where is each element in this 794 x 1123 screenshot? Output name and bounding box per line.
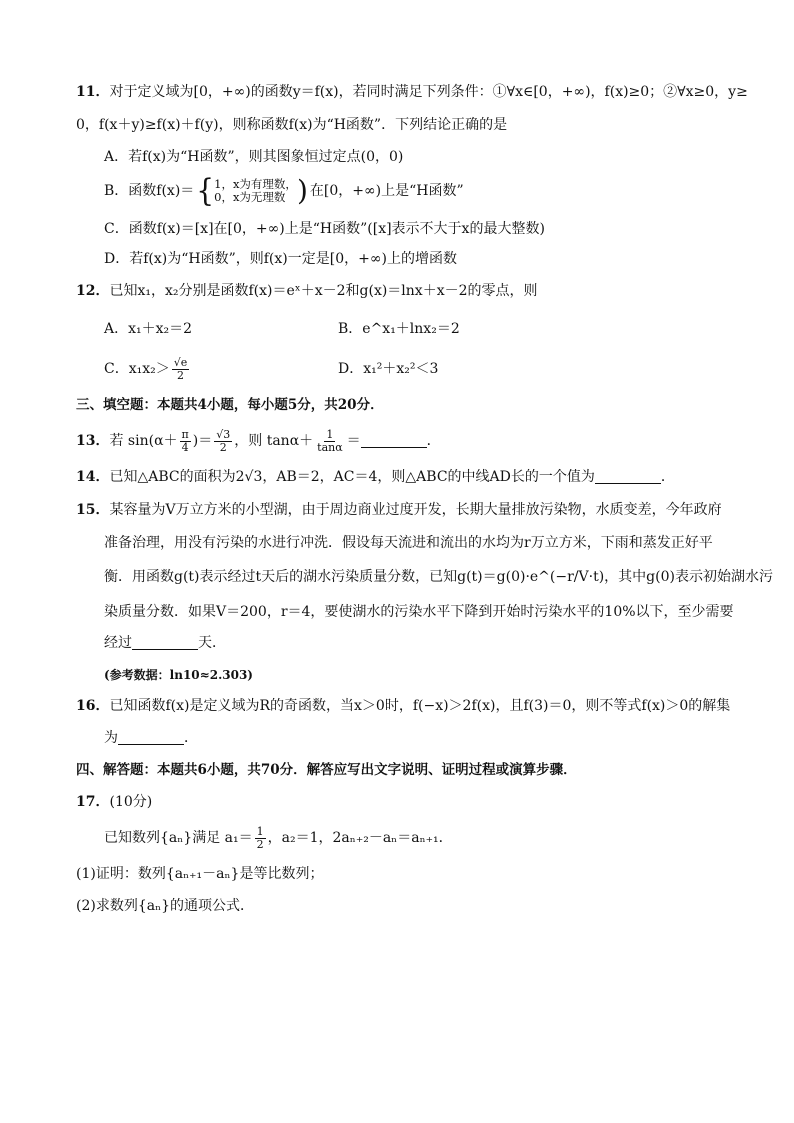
- fraction-root3-over-2: [214, 429, 232, 454]
- case-rational: 1，x为有理数，: [214, 177, 297, 191]
- question-17-part1: (1)证明：数列{aₙ₊₁－aₙ}是等比数列；: [76, 866, 324, 882]
- text-segment: 经过: [104, 635, 132, 651]
- denominator: tanα: [317, 440, 343, 454]
- question-text: 已知△ABC的面积为2√3，AB＝2，AC＝4，则△ABC的中线AD长的一个值为: [109, 469, 595, 485]
- numerator: √e: [173, 355, 188, 369]
- answer-blank[interactable]: [118, 730, 184, 745]
- numerator: π: [181, 427, 189, 441]
- score: (10分): [109, 794, 153, 810]
- option-b-prefix: B．函数f(x)＝: [104, 183, 195, 199]
- section-heading-fill-in: 三、填空题：本题共4小题，每小题5分，共20分．: [76, 397, 384, 413]
- text-segment: ．: [184, 730, 198, 746]
- question-17-header: [76, 793, 152, 811]
- option-a: A．若f(x)为“H函数”，则其图象恒过定点(0，0): [104, 149, 404, 165]
- text-segment: ．: [426, 433, 441, 449]
- question-number: 16．: [76, 698, 110, 714]
- denominator: 4: [181, 440, 189, 454]
- reference-data-note: (参考数据：ln10≈2.303): [104, 668, 253, 682]
- text-segment: 若 sin(α＋: [109, 433, 178, 449]
- denominator: 2: [177, 368, 184, 382]
- option-b: B．e^x₁＋lnx₂＝2: [338, 321, 460, 337]
- fraction-one-half: [255, 826, 266, 851]
- option-b-suffix: 在[0，+∞)上是“H函数”: [309, 183, 464, 199]
- question-number: 12．: [76, 283, 110, 299]
- numerator: 1: [256, 824, 264, 838]
- piecewise-function: { 1，x为有理数， 0，x为无理数 ): [196, 172, 308, 209]
- question-15-line4: 染质量分数．如果V＝200，r＝4，要使湖水的污染水平下降到开始时污染水平的10%以下，至少需要: [104, 604, 734, 620]
- text-segment: 天．: [198, 635, 226, 651]
- question-number: 15．: [76, 502, 110, 518]
- option-c: [104, 355, 191, 383]
- text-segment: )＝: [192, 433, 213, 449]
- answer-blank[interactable]: [132, 635, 198, 650]
- denominator: 2: [256, 837, 264, 851]
- option-b: [104, 172, 464, 209]
- question-number: 13．: [76, 433, 110, 449]
- question-number: 17．: [76, 794, 110, 810]
- option-c: C．函数f(x)＝[x]在[0，+∞)上是“H函数”([x]表示不大于x的最大整数): [104, 221, 545, 237]
- question-13: [76, 426, 441, 456]
- question-11-line1: [76, 83, 748, 101]
- numerator: 1: [326, 427, 334, 441]
- option-d: D．若f(x)为“H函数”，则f(x)一定是[0，+∞)上的增函数: [104, 251, 457, 267]
- question-15-line3: 衡．用函数g(t)表示经过t天后的湖水污染质量分数，已知g(t)＝g(0)·e^(−r/V·t)，其中g(0)表示初始湖水污: [104, 569, 773, 585]
- text-segment: 为: [104, 730, 118, 746]
- question-16-line2: [104, 729, 198, 747]
- section-heading-solutions: 四、解答题：本题共6小题，共70分．解答应写出文字说明、证明过程或演算步骤．: [76, 762, 577, 778]
- denominator: 2: [219, 440, 227, 454]
- answer-blank[interactable]: [595, 469, 661, 484]
- case-irrational: 0，x为无理数: [214, 190, 286, 204]
- question-15-line1: [76, 501, 722, 519]
- question-17-stem: [104, 823, 453, 853]
- fraction-pi-over-4: [180, 429, 191, 454]
- option-d: D．x₁²＋x₂²＜3: [338, 361, 439, 377]
- question-number: 11．: [76, 84, 110, 100]
- question-11-line2: 0，f(x＋y)≥f(x)＋f(y)，则称函数f(x)为“H函数”．下列结论正确的是: [76, 117, 508, 133]
- option-c-prefix: C．x₁x₂＞: [104, 361, 170, 377]
- question-14: [76, 468, 675, 486]
- text-segment: ，则 tanα＋: [234, 433, 314, 449]
- question-number: 14．: [76, 469, 110, 485]
- question-text: 某容量为V万立方米的小型湖，由于周边商业过度开发，长期大量排放污染物，水质变差，今年政府: [109, 502, 722, 518]
- question-17-part2: (2)求数列{aₙ}的通项公式．: [76, 898, 255, 914]
- text-segment: ，a₂＝1，2aₙ₊₂－aₙ＝aₙ₊₁．: [267, 830, 453, 846]
- question-12-stem: [76, 282, 538, 300]
- question-text: 已知x₁，x₂分别是函数f(x)＝eˣ＋x－2和g(x)＝lnx＋x－2的零点，则: [109, 283, 538, 299]
- question-16-line1: [76, 697, 730, 715]
- question-15-line5: [104, 634, 226, 652]
- fraction: [172, 357, 190, 382]
- option-a: A．x₁＋x₂＝2: [104, 321, 193, 337]
- text-segment: ．: [660, 469, 675, 485]
- answer-blank[interactable]: [361, 433, 427, 448]
- text-segment: ＝: [346, 433, 361, 449]
- question-text: 已知函数f(x)是定义域为R的奇函数，当x＞0时，f(−x)＞2f(x)，且f(3)＝0，则不等式f(x)＞0的解集: [109, 698, 731, 714]
- fraction-one-over-tan: [315, 429, 345, 454]
- question-15-line2: 准备治理，用没有污染的水进行冲洗．假设每天流进和流出的水均为r万立方米，下雨和蒸发正好平: [104, 535, 713, 551]
- question-text: 对于定义域为[0，+∞)的函数y＝f(x)，若同时满足下列条件：①∀x∈[0，+∞)，f(x)≥0；②∀x≥0，y≥: [109, 84, 748, 100]
- numerator: √3: [216, 427, 231, 441]
- text-segment: 已知数列{aₙ}满足 a₁＝: [104, 830, 253, 846]
